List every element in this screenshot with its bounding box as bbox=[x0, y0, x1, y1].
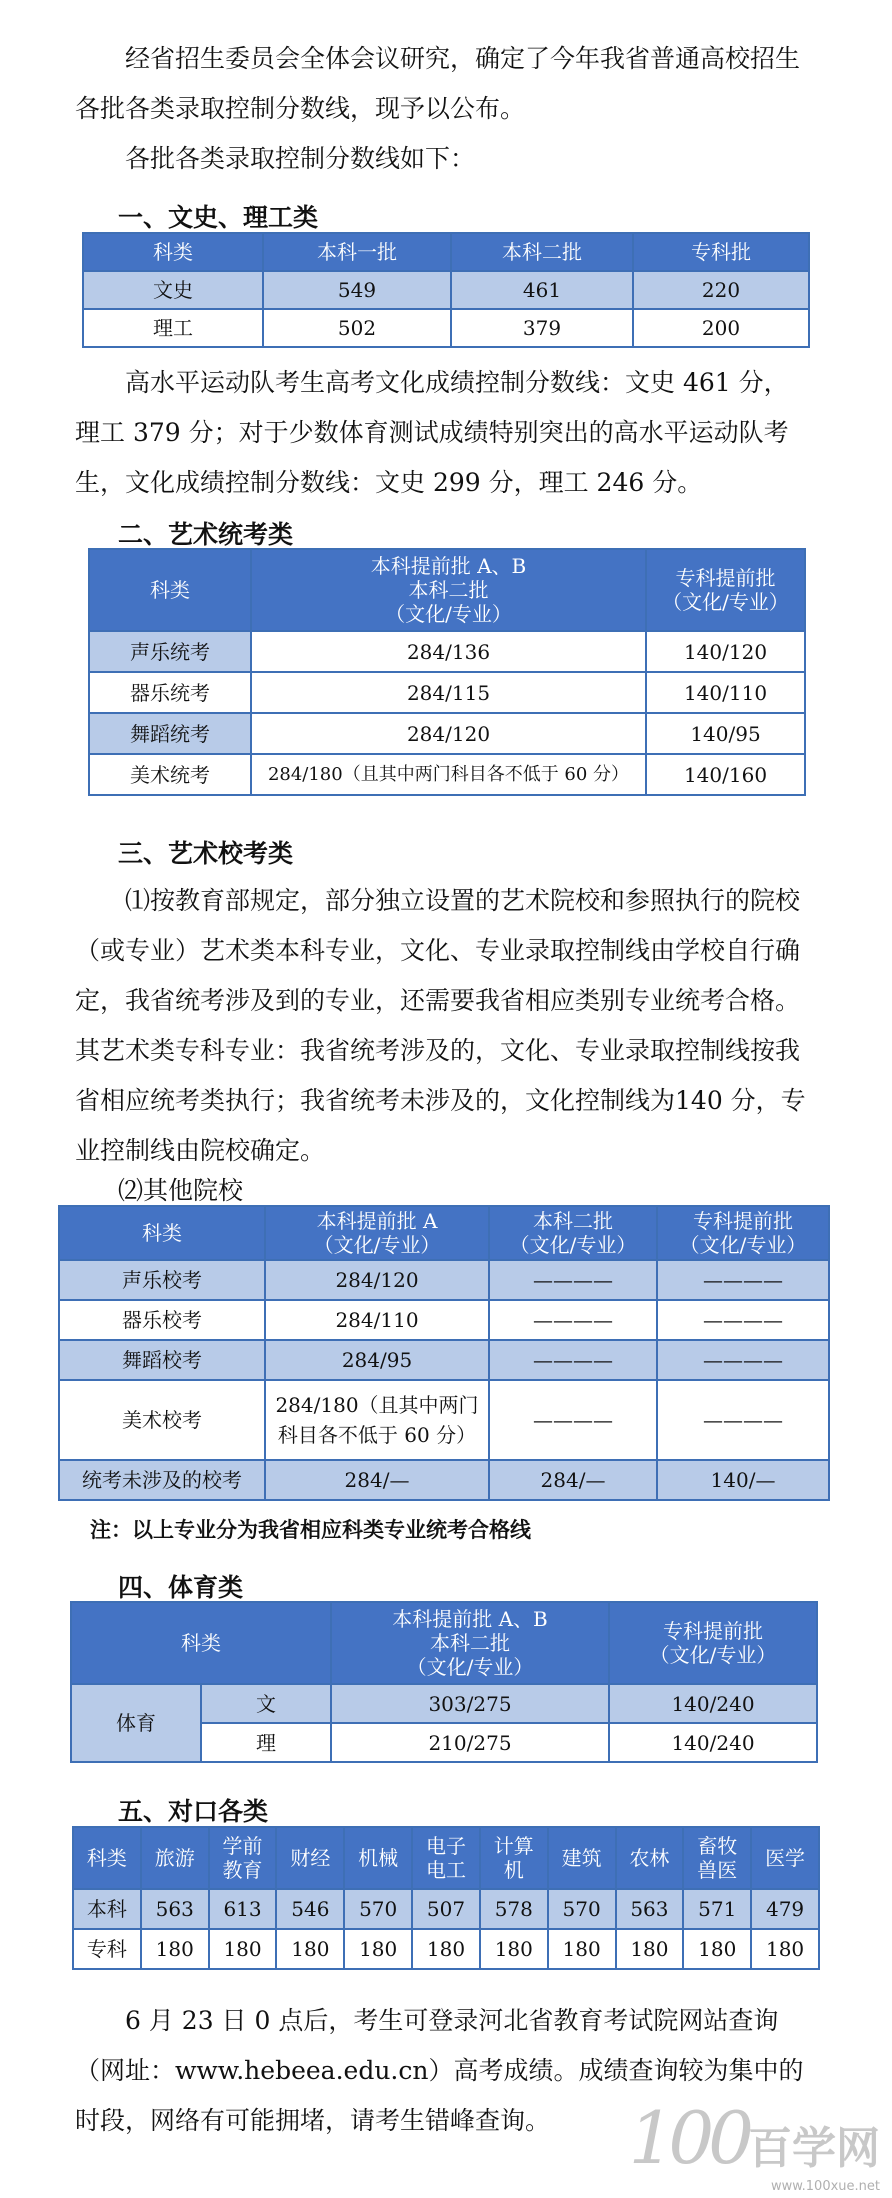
table-cell: 140/95 bbox=[646, 713, 805, 754]
table-cell: 303/275 bbox=[331, 1684, 609, 1723]
table-cell: 180 bbox=[344, 1929, 412, 1969]
table-cell: 专科 bbox=[73, 1929, 141, 1969]
table-cell: 210/275 bbox=[331, 1723, 609, 1762]
table-header-cell: 科类 bbox=[73, 1827, 141, 1889]
section-heading-5: 五、对口各类 bbox=[118, 1797, 269, 1826]
table-row bbox=[89, 754, 805, 795]
table-cell: 180 bbox=[548, 1929, 616, 1969]
other-schools-label: ⑵其他院校 bbox=[118, 1176, 244, 1205]
table-cell: ———— bbox=[489, 1260, 657, 1300]
table-header-cell: 专科提前批 （文化/专业） bbox=[657, 1206, 829, 1260]
watermark-text: 百学网 bbox=[748, 2123, 880, 2174]
table-header-cell: 专科提前批 （文化/专业） bbox=[646, 549, 805, 631]
table-row bbox=[73, 1929, 819, 1969]
table-header-cell: 科类 bbox=[59, 1206, 265, 1260]
table-cell: 284/— bbox=[489, 1460, 657, 1500]
table-cell: 180 bbox=[412, 1929, 480, 1969]
table-row bbox=[89, 631, 805, 672]
table-cell: 284/115 bbox=[251, 672, 646, 713]
table-cell: ———— bbox=[657, 1260, 829, 1300]
table-cell: 502 bbox=[263, 309, 451, 347]
table-cell: 570 bbox=[344, 1889, 412, 1929]
table-cell: 体育 bbox=[71, 1684, 201, 1762]
table-cell: 570 bbox=[548, 1889, 616, 1929]
table-row bbox=[59, 1340, 829, 1380]
table-header-cell: 计算 机 bbox=[480, 1827, 548, 1889]
table-cell: 文 bbox=[201, 1684, 331, 1723]
table-cell: 613 bbox=[209, 1889, 277, 1929]
table-cell: 本科 bbox=[73, 1889, 141, 1929]
table-cell: 统考未涉及的校考 bbox=[59, 1460, 265, 1500]
section-heading-4: 四、体育类 bbox=[118, 1573, 244, 1602]
table-cell: 140/240 bbox=[609, 1684, 817, 1723]
table-cell: 284/180（且其中两门科目各不低于 60 分） bbox=[251, 754, 646, 795]
table-cell: 美术校考 bbox=[59, 1380, 265, 1460]
table-cell: 180 bbox=[141, 1929, 209, 1969]
table-cell: 器乐统考 bbox=[89, 672, 251, 713]
table-header-cell: 本科二批 （文化/专业） bbox=[489, 1206, 657, 1260]
table-cell: ———— bbox=[489, 1300, 657, 1340]
table-cell: 284/— bbox=[265, 1460, 489, 1500]
section-heading-3: 三、艺术校考类 bbox=[118, 839, 294, 868]
table-header-cell: 机械 bbox=[344, 1827, 412, 1889]
table-cell: 文史 bbox=[83, 271, 263, 309]
table-art-unified bbox=[88, 548, 806, 796]
table-header-cell: 旅游 bbox=[141, 1827, 209, 1889]
table-cell: 200 bbox=[633, 309, 809, 347]
table-header-cell: 财经 bbox=[276, 1827, 344, 1889]
table-cell: 140/— bbox=[657, 1460, 829, 1500]
table-cell: 理工 bbox=[83, 309, 263, 347]
table-cell: 180 bbox=[209, 1929, 277, 1969]
table-header-cell: 农林 bbox=[616, 1827, 684, 1889]
table-cell: 507 bbox=[412, 1889, 480, 1929]
table-header-cell: 电子 电工 bbox=[412, 1827, 480, 1889]
table-art-school bbox=[58, 1205, 830, 1501]
table-cell: 140/110 bbox=[646, 672, 805, 713]
table-header-cell: 本科一批 bbox=[263, 233, 451, 271]
table-cell: 180 bbox=[616, 1929, 684, 1969]
table-cell: 声乐校考 bbox=[59, 1260, 265, 1300]
table-cell: 578 bbox=[480, 1889, 548, 1929]
table-header-cell: 科类 bbox=[71, 1602, 331, 1684]
watermark-url: www.100xue.net bbox=[770, 2179, 880, 2194]
site-watermark bbox=[628, 2096, 880, 2194]
table-header-cell: 专科批 bbox=[633, 233, 809, 271]
table-cell: 140/160 bbox=[646, 754, 805, 795]
table-cell: 220 bbox=[633, 271, 809, 309]
table-cell: 140/120 bbox=[646, 631, 805, 672]
table-row bbox=[59, 1260, 829, 1300]
table-cell: 140/240 bbox=[609, 1723, 817, 1762]
table-row bbox=[89, 672, 805, 713]
closing-paragraph: 6 月 23 日 0 点后，考生可登录河北省教育考试院网站查询（网址：www.hebeea.edu.cn）高考成绩。成绩查询较为集中的时段，网络有可能拥堵，请考生错峰查询。 bbox=[75, 2006, 804, 2135]
table-cell: 563 bbox=[616, 1889, 684, 1929]
table-cell: 声乐统考 bbox=[89, 631, 251, 672]
table-header-cell: 专科提前批 （文化/专业） bbox=[609, 1602, 817, 1684]
table-header-cell: 科类 bbox=[83, 233, 263, 271]
table-row bbox=[73, 1889, 819, 1929]
table-header-cell: 医学 bbox=[751, 1827, 819, 1889]
section-heading-1: 一、文史、理工类 bbox=[118, 203, 319, 232]
table-row bbox=[89, 713, 805, 754]
table-cell: 180 bbox=[683, 1929, 751, 1969]
intro-subline: 各批各类录取控制分数线如下： bbox=[125, 144, 476, 173]
table-row bbox=[83, 271, 809, 309]
table-vocational bbox=[72, 1826, 820, 1970]
table-cell: 180 bbox=[276, 1929, 344, 1969]
table-cell: 美术统考 bbox=[89, 754, 251, 795]
table-cell: 546 bbox=[276, 1889, 344, 1929]
table-sports bbox=[70, 1601, 818, 1763]
table-cell: 180 bbox=[480, 1929, 548, 1969]
table-cell: 549 bbox=[263, 271, 451, 309]
table-cell: 284/180（且其中两门 科目各不低于 60 分） bbox=[265, 1380, 489, 1460]
table-cell: 379 bbox=[451, 309, 633, 347]
table-row bbox=[59, 1460, 829, 1500]
table-header-cell: 本科二批 bbox=[451, 233, 633, 271]
table-cell: ———— bbox=[657, 1340, 829, 1380]
table-row bbox=[59, 1380, 829, 1460]
watermark-number: 100 bbox=[628, 2096, 748, 2180]
table-cell: 284/120 bbox=[265, 1260, 489, 1300]
table-cell: 284/110 bbox=[265, 1300, 489, 1340]
table-header-cell: 学前 教育 bbox=[209, 1827, 277, 1889]
table-note: 注：以上专业分为我省相应科类专业统考合格线 bbox=[90, 1518, 531, 1542]
table-cell: 571 bbox=[683, 1889, 751, 1929]
table-cell: 180 bbox=[751, 1929, 819, 1969]
table-cell: 器乐校考 bbox=[59, 1300, 265, 1340]
table-row bbox=[71, 1684, 817, 1723]
table-cell: ———— bbox=[657, 1380, 829, 1460]
table-header-cell: 本科提前批 A、B 本科二批 （文化/专业） bbox=[331, 1602, 609, 1684]
table-cell: 461 bbox=[451, 271, 633, 309]
art-school-paragraph: ⑴按教育部规定，部分独立设置的艺术院校和参照执行的院校（或专业）艺术类本科专业，文化、专业录取控制线由学校自行确定，我省统考涉及到的专业，还需要我省相应类别专业统考合格。其艺术类专科专业：我省统考涉及的，文化、专业录取控制线按我省相应统考类执行；我省统考未涉及的，文化控制线为140 分，专业控制线由院校确定。 bbox=[75, 886, 806, 1165]
table-header-cell: 本科提前批 A （文化/专业） bbox=[265, 1206, 489, 1260]
table-cell: 284/95 bbox=[265, 1340, 489, 1380]
table-cell: ———— bbox=[489, 1340, 657, 1380]
intro-paragraph: 经省招生委员会全体会议研究，确定了今年我省普通高校招生各批各类录取控制分数线，现予以公布。 bbox=[75, 44, 801, 123]
table-cell: 舞蹈统考 bbox=[89, 713, 251, 754]
table-header-cell: 科类 bbox=[89, 549, 251, 631]
table-wenli bbox=[82, 232, 810, 348]
table-cell: 479 bbox=[751, 1889, 819, 1929]
table-header-cell: 建筑 bbox=[548, 1827, 616, 1889]
table-header-cell: 畜牧 兽医 bbox=[683, 1827, 751, 1889]
table-cell: ———— bbox=[657, 1300, 829, 1340]
table-cell: 284/120 bbox=[251, 713, 646, 754]
table-row bbox=[83, 309, 809, 347]
table-row bbox=[59, 1300, 829, 1340]
sports-team-paragraph: 高水平运动队考生高考文化成绩控制分数线：文史 461 分，理工 379 分；对于少数体育测试成绩特别突出的高水平运动队考生，文化成绩控制分数线：文史 299 分，理工 246 分。 bbox=[75, 368, 789, 497]
table-cell: 舞蹈校考 bbox=[59, 1340, 265, 1380]
table-cell: 理 bbox=[201, 1723, 331, 1762]
table-header-cell: 本科提前批 A、B 本科二批 （文化/专业） bbox=[251, 549, 646, 631]
section-heading-2: 二、艺术统考类 bbox=[118, 520, 294, 549]
table-cell: 284/136 bbox=[251, 631, 646, 672]
table-cell: ———— bbox=[489, 1380, 657, 1460]
table-cell: 563 bbox=[141, 1889, 209, 1929]
